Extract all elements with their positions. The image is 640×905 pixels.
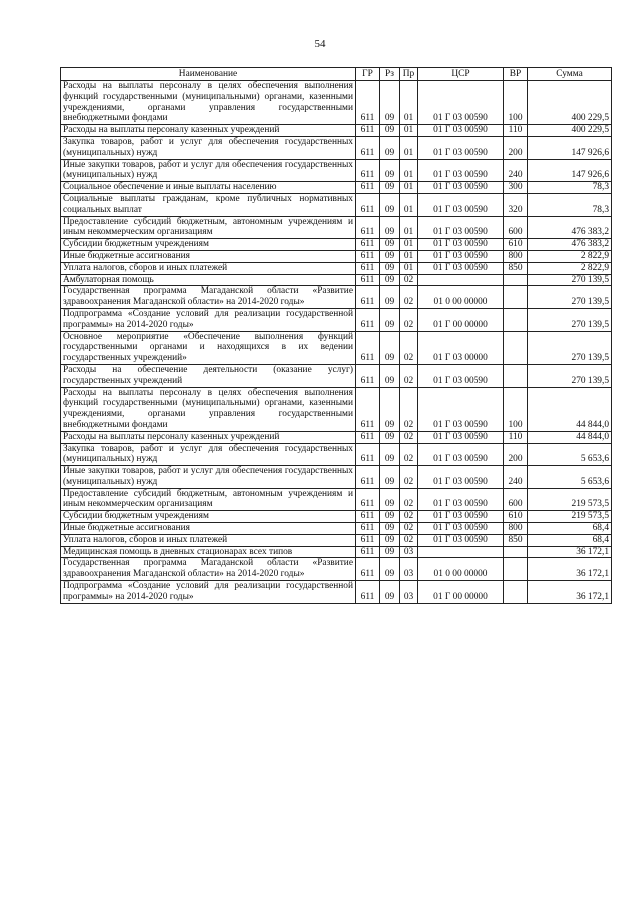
row-gr: 611 xyxy=(356,274,380,286)
row-vr: 300 xyxy=(504,182,528,194)
row-sum: 270 139,5 xyxy=(528,274,612,286)
row-vr: 200 xyxy=(504,136,528,159)
row-gr: 611 xyxy=(356,387,380,431)
row-rz: 09 xyxy=(380,274,400,286)
table-row xyxy=(61,443,612,466)
row-pr: 01 xyxy=(400,250,418,262)
row-name: Иные бюджетные ассигнования xyxy=(61,523,356,535)
table-row xyxy=(61,286,612,309)
row-gr: 611 xyxy=(356,443,380,466)
row-pr: 01 xyxy=(400,216,418,239)
row-sum: 400 229,5 xyxy=(528,125,612,137)
row-gr: 611 xyxy=(356,262,380,274)
row-name: Иные бюджетные ассигнования xyxy=(61,250,356,262)
row-csr: 01 Г 03 00590 xyxy=(418,523,504,535)
row-rz: 09 xyxy=(380,511,400,523)
row-name: Государственная программа Магаданской области «Развитие здравоохранения Магаданской области» на 2014-2020 годы» xyxy=(61,558,356,581)
row-csr: 01 Г 03 00590 xyxy=(418,364,504,387)
table-row xyxy=(61,466,612,489)
table-row xyxy=(61,262,612,274)
page-number: 54 xyxy=(314,38,326,50)
row-vr: 800 xyxy=(504,523,528,535)
header-sum: Сумма xyxy=(528,68,612,81)
row-name: Иные закупки товаров, работ и услуг для обеспечения государственных (муниципальных) нужд xyxy=(61,159,356,182)
row-sum: 36 172,1 xyxy=(528,558,612,581)
table-row xyxy=(61,546,612,558)
row-vr: 200 xyxy=(504,443,528,466)
row-sum: 476 383,2 xyxy=(528,216,612,239)
row-rz: 09 xyxy=(380,534,400,546)
table-header xyxy=(61,68,612,81)
row-csr: 01 Г 03 00590 xyxy=(418,262,504,274)
row-sum: 44 844,0 xyxy=(528,387,612,431)
row-csr: 01 Г 03 00590 xyxy=(418,239,504,251)
row-rz: 09 xyxy=(380,523,400,535)
row-pr: 02 xyxy=(400,534,418,546)
row-name: Предоставление субсидий бюджетным, автономным учреждениям и иным некоммерческим организациям xyxy=(61,216,356,239)
row-name: Уплата налогов, сборов и иных платежей xyxy=(61,534,356,546)
row-gr: 611 xyxy=(356,182,380,194)
row-sum: 270 139,5 xyxy=(528,331,612,364)
row-rz: 09 xyxy=(380,581,400,604)
row-gr: 611 xyxy=(356,81,380,125)
row-gr: 611 xyxy=(356,159,380,182)
table-row xyxy=(61,216,612,239)
row-pr: 02 xyxy=(400,431,418,443)
table-row xyxy=(61,182,612,194)
row-name: Социальное обеспечение и иные выплаты населению xyxy=(61,182,356,194)
row-csr: 01 Г 03 00590 xyxy=(418,534,504,546)
table-row xyxy=(61,193,612,216)
table-row xyxy=(61,250,612,262)
row-pr: 02 xyxy=(400,511,418,523)
row-rz: 09 xyxy=(380,239,400,251)
row-pr: 02 xyxy=(400,364,418,387)
row-gr: 611 xyxy=(356,193,380,216)
row-gr: 611 xyxy=(356,431,380,443)
budget-table xyxy=(60,67,612,604)
row-rz: 09 xyxy=(380,125,400,137)
row-sum: 219 573,5 xyxy=(528,511,612,523)
row-csr: 01 Г 03 00590 xyxy=(418,159,504,182)
table-row xyxy=(61,511,612,523)
row-vr xyxy=(504,581,528,604)
row-sum: 400 229,5 xyxy=(528,81,612,125)
header-name: Наименование xyxy=(61,68,356,81)
row-vr: 610 xyxy=(504,239,528,251)
row-name: Государственная программа Магаданской области «Развитие здравоохранения Магаданской области» на 2014-2020 годы» xyxy=(61,286,356,309)
table-row xyxy=(61,239,612,251)
row-gr: 611 xyxy=(356,136,380,159)
row-pr: 02 xyxy=(400,523,418,535)
row-pr: 01 xyxy=(400,136,418,159)
row-name: Расходы на выплаты персоналу в целях обеспечения выполнения функций государственными (муниципальными) органами, казенными учреждениями, органами управления государственными внебюджетными фондами xyxy=(61,387,356,431)
row-rz: 09 xyxy=(380,466,400,489)
row-sum: 68,4 xyxy=(528,534,612,546)
row-rz: 09 xyxy=(380,546,400,558)
row-rz: 09 xyxy=(380,216,400,239)
row-pr: 01 xyxy=(400,262,418,274)
row-name: Амбулаторная помощь xyxy=(61,274,356,286)
table-row xyxy=(61,81,612,125)
row-rz: 09 xyxy=(380,193,400,216)
row-pr: 01 xyxy=(400,193,418,216)
row-gr: 611 xyxy=(356,581,380,604)
row-sum: 147 926,6 xyxy=(528,159,612,182)
row-pr: 03 xyxy=(400,546,418,558)
row-csr: 01 Г 03 00590 xyxy=(418,511,504,523)
row-name: Уплата налогов, сборов и иных платежей xyxy=(61,262,356,274)
row-name: Субсидии бюджетным учреждениям xyxy=(61,239,356,251)
table-body xyxy=(61,81,612,604)
row-sum: 270 139,5 xyxy=(528,308,612,331)
row-csr: 01 Г 03 00590 xyxy=(418,81,504,125)
row-vr xyxy=(504,364,528,387)
row-vr xyxy=(504,274,528,286)
table-row xyxy=(61,534,612,546)
row-name: Предоставление субсидий бюджетным, автономным учреждениям и иным некоммерческим организациям xyxy=(61,488,356,511)
table-row xyxy=(61,159,612,182)
row-csr: 01 Г 03 00590 xyxy=(418,431,504,443)
table-row xyxy=(61,364,612,387)
header-gr: ГР xyxy=(356,68,380,81)
row-vr: 100 xyxy=(504,81,528,125)
row-rz: 09 xyxy=(380,81,400,125)
row-pr: 01 xyxy=(400,159,418,182)
header-pr: Пр xyxy=(400,68,418,81)
row-gr: 611 xyxy=(356,523,380,535)
row-name: Закупка товаров, работ и услуг для обеспечения государственных (муниципальных) нужд xyxy=(61,443,356,466)
row-csr: 01 Г 03 00590 xyxy=(418,125,504,137)
row-sum: 5 653,6 xyxy=(528,443,612,466)
row-gr: 611 xyxy=(356,511,380,523)
table-row xyxy=(61,331,612,364)
table-row xyxy=(61,125,612,137)
row-vr: 240 xyxy=(504,159,528,182)
row-rz: 09 xyxy=(380,286,400,309)
row-csr: 01 Г 03 00590 xyxy=(418,387,504,431)
row-csr: 01 Г 00 00000 xyxy=(418,581,504,604)
row-rz: 09 xyxy=(380,488,400,511)
row-name: Иные закупки товаров, работ и услуг для обеспечения государственных (муниципальных) нужд xyxy=(61,466,356,489)
row-name: Субсидии бюджетным учреждениям xyxy=(61,511,356,523)
row-csr: 01 Г 03 00000 xyxy=(418,331,504,364)
row-sum: 36 172,1 xyxy=(528,581,612,604)
row-csr: 01 Г 03 00590 xyxy=(418,216,504,239)
row-sum: 476 383,2 xyxy=(528,239,612,251)
row-vr: 850 xyxy=(504,534,528,546)
row-name: Расходы на выплаты персоналу казенных учреждений xyxy=(61,125,356,137)
table-row xyxy=(61,581,612,604)
row-gr: 611 xyxy=(356,558,380,581)
row-vr xyxy=(504,546,528,558)
row-pr: 02 xyxy=(400,286,418,309)
row-gr: 611 xyxy=(356,286,380,309)
row-name: Расходы на выплаты персоналу казенных учреждений xyxy=(61,431,356,443)
row-pr: 01 xyxy=(400,182,418,194)
row-csr: 01 Г 03 00590 xyxy=(418,250,504,262)
row-name: Подпрограмма «Создание условий для реализации государственной программы» на 2014-2020 годы» xyxy=(61,581,356,604)
row-rz: 09 xyxy=(380,182,400,194)
row-csr xyxy=(418,546,504,558)
row-vr: 110 xyxy=(504,431,528,443)
table-row xyxy=(61,387,612,431)
header-csr: ЦСР xyxy=(418,68,504,81)
row-pr: 03 xyxy=(400,581,418,604)
row-sum: 5 653,6 xyxy=(528,466,612,489)
row-vr xyxy=(504,286,528,309)
row-gr: 611 xyxy=(356,364,380,387)
row-gr: 611 xyxy=(356,534,380,546)
row-vr: 110 xyxy=(504,125,528,137)
table-row xyxy=(61,431,612,443)
header-vr: ВР xyxy=(504,68,528,81)
row-rz: 09 xyxy=(380,308,400,331)
row-vr: 800 xyxy=(504,250,528,262)
row-rz: 09 xyxy=(380,558,400,581)
row-rz: 09 xyxy=(380,250,400,262)
row-sum: 36 172,1 xyxy=(528,546,612,558)
row-vr xyxy=(504,558,528,581)
row-rz: 09 xyxy=(380,262,400,274)
table-row xyxy=(61,308,612,331)
row-rz: 09 xyxy=(380,387,400,431)
row-csr: 01 Г 03 00590 xyxy=(418,136,504,159)
row-vr: 600 xyxy=(504,216,528,239)
table-row xyxy=(61,274,612,286)
row-name: Расходы на выплаты персоналу в целях обеспечения выполнения функций государственными (муниципальными) органами, казенными учреждениями, органами управления государственными внебюджетными фондами xyxy=(61,81,356,125)
table-row xyxy=(61,488,612,511)
row-vr: 600 xyxy=(504,488,528,511)
row-rz: 09 xyxy=(380,331,400,364)
row-sum: 147 926,6 xyxy=(528,136,612,159)
row-csr: 01 Г 03 00590 xyxy=(418,182,504,194)
row-csr: 01 Г 03 00590 xyxy=(418,443,504,466)
row-name: Расходы на обеспечение деятельности (оказание услуг) государственных учреждений xyxy=(61,364,356,387)
row-sum: 78,3 xyxy=(528,193,612,216)
row-pr: 02 xyxy=(400,443,418,466)
row-rz: 09 xyxy=(380,159,400,182)
row-sum: 44 844,0 xyxy=(528,431,612,443)
table-row xyxy=(61,136,612,159)
row-sum: 2 822,9 xyxy=(528,250,612,262)
header-rz: Рз xyxy=(380,68,400,81)
row-rz: 09 xyxy=(380,136,400,159)
row-rz: 09 xyxy=(380,431,400,443)
row-pr: 02 xyxy=(400,488,418,511)
row-name: Медицинская помощь в дневных стационарах всех типов xyxy=(61,546,356,558)
row-csr xyxy=(418,274,504,286)
row-name: Социальные выплаты гражданам, кроме публичных нормативных социальных выплат xyxy=(61,193,356,216)
row-sum: 270 139,5 xyxy=(528,286,612,309)
row-vr xyxy=(504,308,528,331)
row-pr: 01 xyxy=(400,81,418,125)
row-gr: 611 xyxy=(356,331,380,364)
row-gr: 611 xyxy=(356,216,380,239)
row-sum: 270 139,5 xyxy=(528,364,612,387)
row-csr: 01 0 00 00000 xyxy=(418,558,504,581)
row-gr: 611 xyxy=(356,308,380,331)
row-sum: 2 822,9 xyxy=(528,262,612,274)
row-gr: 611 xyxy=(356,546,380,558)
row-sum: 219 573,5 xyxy=(528,488,612,511)
row-gr: 611 xyxy=(356,250,380,262)
row-gr: 611 xyxy=(356,466,380,489)
row-rz: 09 xyxy=(380,443,400,466)
row-rz: 09 xyxy=(380,364,400,387)
row-name: Подпрограмма «Создание условий для реализации государственной программы» на 2014-2020 годы» xyxy=(61,308,356,331)
row-csr: 01 Г 03 00590 xyxy=(418,466,504,489)
row-pr: 01 xyxy=(400,125,418,137)
row-vr: 850 xyxy=(504,262,528,274)
row-vr: 320 xyxy=(504,193,528,216)
row-sum: 78,3 xyxy=(528,182,612,194)
row-sum: 68,4 xyxy=(528,523,612,535)
row-pr: 01 xyxy=(400,239,418,251)
row-vr xyxy=(504,331,528,364)
row-pr: 02 xyxy=(400,308,418,331)
row-csr: 01 0 00 00000 xyxy=(418,286,504,309)
row-gr: 611 xyxy=(356,488,380,511)
row-csr: 01 Г 03 00590 xyxy=(418,488,504,511)
table-row xyxy=(61,558,612,581)
row-csr: 01 Г 03 00590 xyxy=(418,193,504,216)
row-pr: 02 xyxy=(400,387,418,431)
row-gr: 611 xyxy=(356,239,380,251)
row-csr: 01 Г 00 00000 xyxy=(418,308,504,331)
row-gr: 611 xyxy=(356,125,380,137)
row-vr: 610 xyxy=(504,511,528,523)
row-name: Закупка товаров, работ и услуг для обеспечения государственных (муниципальных) нужд xyxy=(61,136,356,159)
row-pr: 02 xyxy=(400,466,418,489)
table-row xyxy=(61,523,612,535)
row-name: Основное мероприятие «Обеспечение выполнения функций государственными органами и находящихся в их ведении государственных учреждений» xyxy=(61,331,356,364)
row-vr: 240 xyxy=(504,466,528,489)
row-pr: 03 xyxy=(400,558,418,581)
row-vr: 100 xyxy=(504,387,528,431)
row-pr: 02 xyxy=(400,331,418,364)
row-pr: 02 xyxy=(400,274,418,286)
